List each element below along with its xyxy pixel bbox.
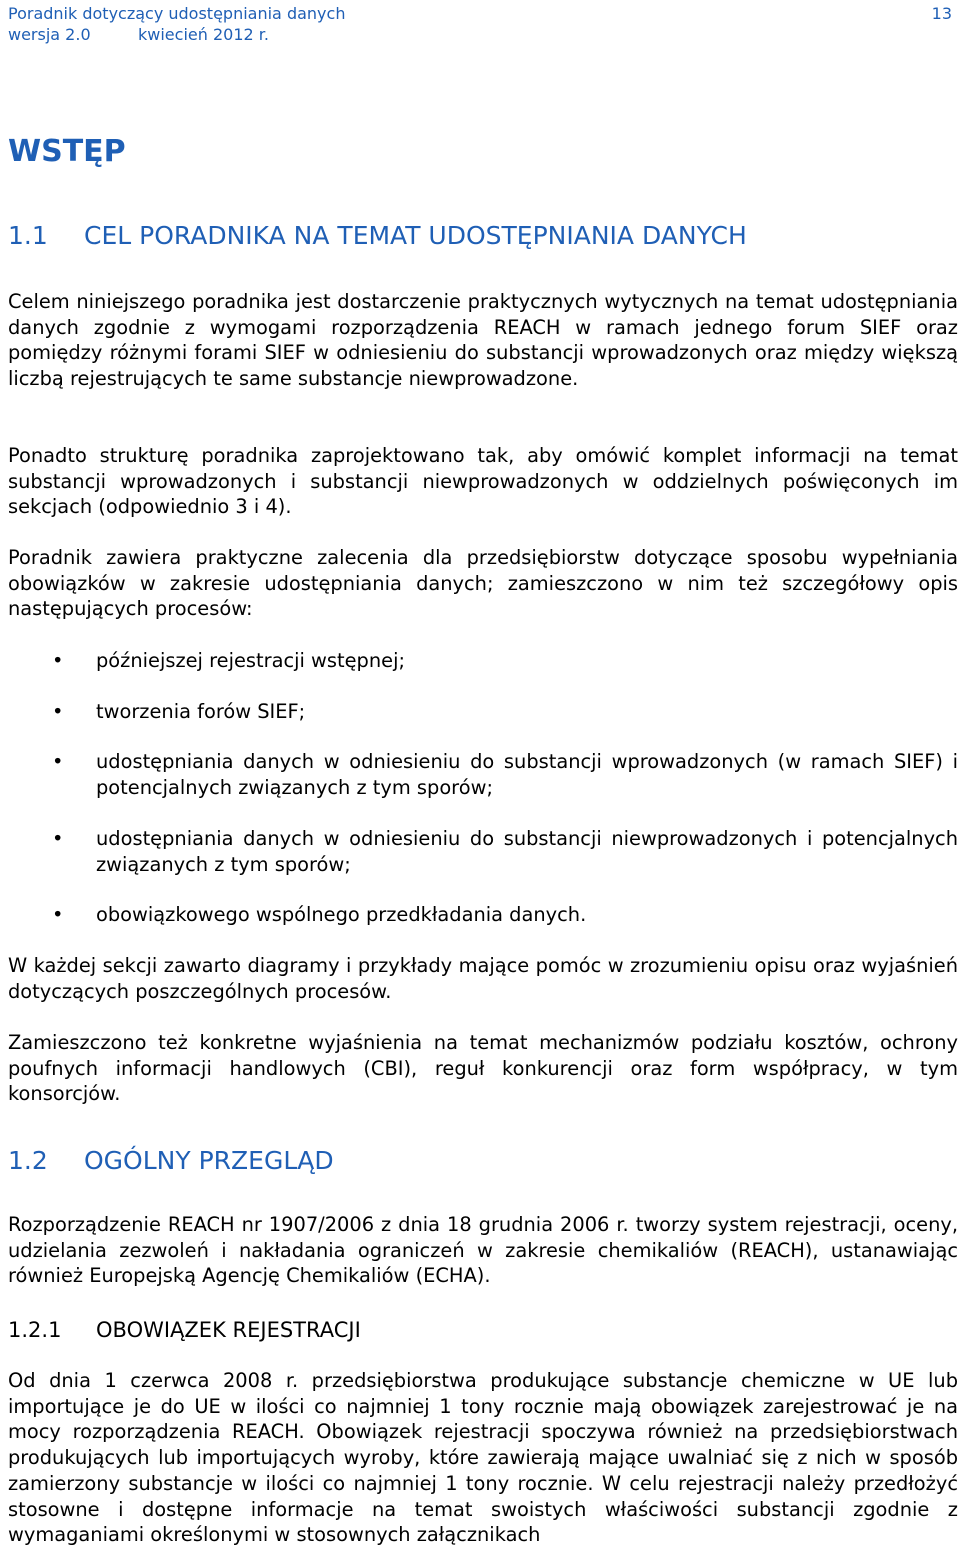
section-heading-1-2 (8, 1145, 334, 1177)
bullet-icon: • (52, 700, 64, 723)
list-item: • tworzenia forów SIEF; (52, 700, 306, 723)
header-title: Poradnik dotyczący udostępniania danych (8, 4, 346, 23)
section-heading-1-1 (8, 220, 747, 252)
process-list (8, 699, 958, 725)
section-title: CEL PORADNIKA NA TEMAT UDOSTĘPNIANIA DANYCH (84, 221, 747, 250)
bullet-icon: • (52, 750, 64, 773)
list-item: • udostępniania danych w odniesieniu do substancji wprowadzonych (w ramach SIEF) i potencjalnych związanych z tym sporów; (52, 750, 958, 799)
process-list (8, 749, 958, 800)
paragraph: W każdej sekcji zawarto diagramy i przykłady mające pomóc w zrozumieniu opisu oraz wyjaśnień dotyczących poszczególnych procesów. (8, 954, 958, 1003)
paragraph: Zamieszczono też konkretne wyjaśnienia na temat mechanizmów podziału kosztów, ochrony poufnych informacji handlowych (CBI), reguł konkurencji oraz form współpracy, w tym konsorcjów. (8, 1031, 958, 1106)
paragraph: Poradnik zawiera praktyczne zalecenia dla przedsiębiorstw dotyczące sposobu wypełniania obowiązków w zakresie udostępniania danych; zamieszczono w nim też szczegółowy opis następujących procesów: (8, 546, 958, 621)
list-item: • obowiązkowego wspólnego przedkładania danych. (52, 903, 587, 926)
paragraph: Od dnia 1 czerwca 2008 r. przedsiębiorstwa produkujące substancje chemiczne w UE lub importujące je do UE w ilości co najmniej 1 tony rocznie mają obowiązek zarejestrować je na mocy rozporządzenia REACH. Obowiązek rejestracji spoczywa również na przedsiębiorstwach produkujących lub importujących wyroby, które zawierają mające uwalniać się z nich w sposób zamierzony substancje w ilości co najmniej 1 tony rocznie. W celu rejestracji należy przedłożyć stosowne i dostępne informacje na temat swoistych właściwości substancji zgodnie z wymaganiami określonymi w stosownych załącznikach (8, 1369, 958, 1547)
bullet-icon: • (52, 903, 64, 926)
chapter-title: WSTĘP (8, 134, 126, 169)
section-heading-1-2-1 (8, 1316, 361, 1344)
process-list (8, 826, 958, 877)
section-number: 1.2 (8, 1146, 48, 1175)
header-date: kwiecień 2012 r. (138, 25, 269, 44)
bullet-icon: • (52, 649, 64, 672)
paragraph: Celem niniejszego poradnika jest dostarczenie praktycznych wytycznych na temat udostępniania danych zgodnie z wymogami rozporządzenia REACH w ramach jednego forum SIEF oraz pomiędzy różnymi forami SIEF w odniesieniu do substancji wprowadzonych oraz między większą liczbą rejestrujących te same substancje niewprowadzone. (8, 290, 958, 391)
section-number: 1.1 (8, 221, 48, 250)
paragraph: Rozporządzenie REACH nr 1907/2006 z dnia 18 grudnia 2006 r. tworzy system rejestracji, oceny, udzielania zezwoleń i nakładania ograniczeń w zakresie chemikaliów (REACH), ustanawiając również Europejską Agencję Chemikaliów (ECHA). (8, 1213, 958, 1288)
list-item: • późniejszej rejestracji wstępnej; (52, 649, 406, 672)
section-title: OBOWIĄZEK REJESTRACJI (96, 1318, 361, 1342)
section-title: OGÓLNY PRZEGLĄD (84, 1146, 334, 1175)
page-number: 13 (931, 4, 952, 23)
process-list (8, 648, 958, 674)
paragraph: Ponadto strukturę poradnika zaprojektowano tak, aby omówić komplet informacji na temat substancji wprowadzonych i substancji niewprowadzonych w oddzielnych poświęconych im sekcjach (odpowiednio 3 i 4). (8, 444, 958, 519)
process-list (8, 902, 958, 928)
header-version: wersja 2.0 (8, 25, 91, 44)
bullet-icon: • (52, 827, 64, 850)
section-number: 1.2.1 (8, 1318, 62, 1342)
list-item: • udostępniania danych w odniesieniu do substancji niewprowadzonych i potencjalnych związanych z tym sporów; (52, 827, 958, 876)
